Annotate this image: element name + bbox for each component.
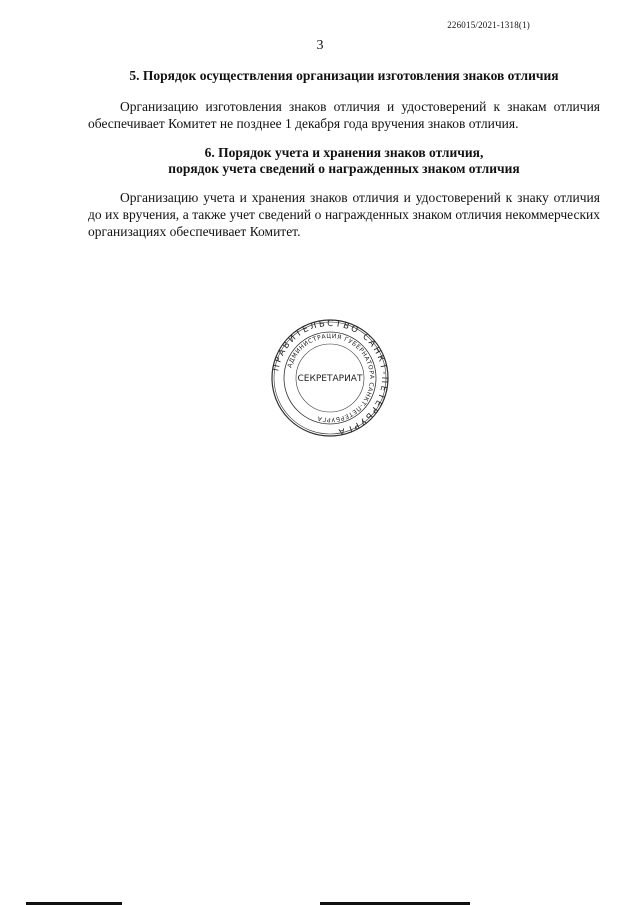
section-6-paragraph: Организацию учета и хранения знаков отличия и удостоверений к знаку отличия до их вручения, а также учет сведений о награжденных знаком отличия некоммерческих организациях обеспечивает Комитет. [88,190,600,239]
section-6-heading [88,145,600,177]
section-5-heading-line: 5. Порядок осуществления организации изготовления знаков отличия [129,68,559,83]
stamp-inner-text: АДМИНИСТРАЦИЯ ГУБЕРНАТОРА САНКТ-ПЕТЕРБУРГА [286,332,376,424]
section-6-heading-line-2: порядок учета сведений о награжденных знаком отличия [168,161,520,176]
section-6-heading-line-1: 6. Порядок учета и хранения знаков отличия, [204,145,484,160]
page-number: 3 [316,38,324,53]
stamp-center-text: СЕКРЕТАРИАТ [297,374,363,384]
section-5 [88,68,600,132]
section-6 [88,145,600,240]
secretariat-stamp [270,318,390,438]
document-reference-number: 226015/2021-1318(1) [447,20,530,30]
stamp-outer-text: ПРАВИТЕЛЬСТВО САНКТ-ПЕТЕРБУРГА [271,318,390,437]
section-5-heading [88,68,600,84]
section-5-paragraph: Организацию изготовления знаков отличия и удостоверений к знакам отличия обеспечивает Комитет не позднее 1 декабря года вручения знаков отличия. [88,99,600,131]
